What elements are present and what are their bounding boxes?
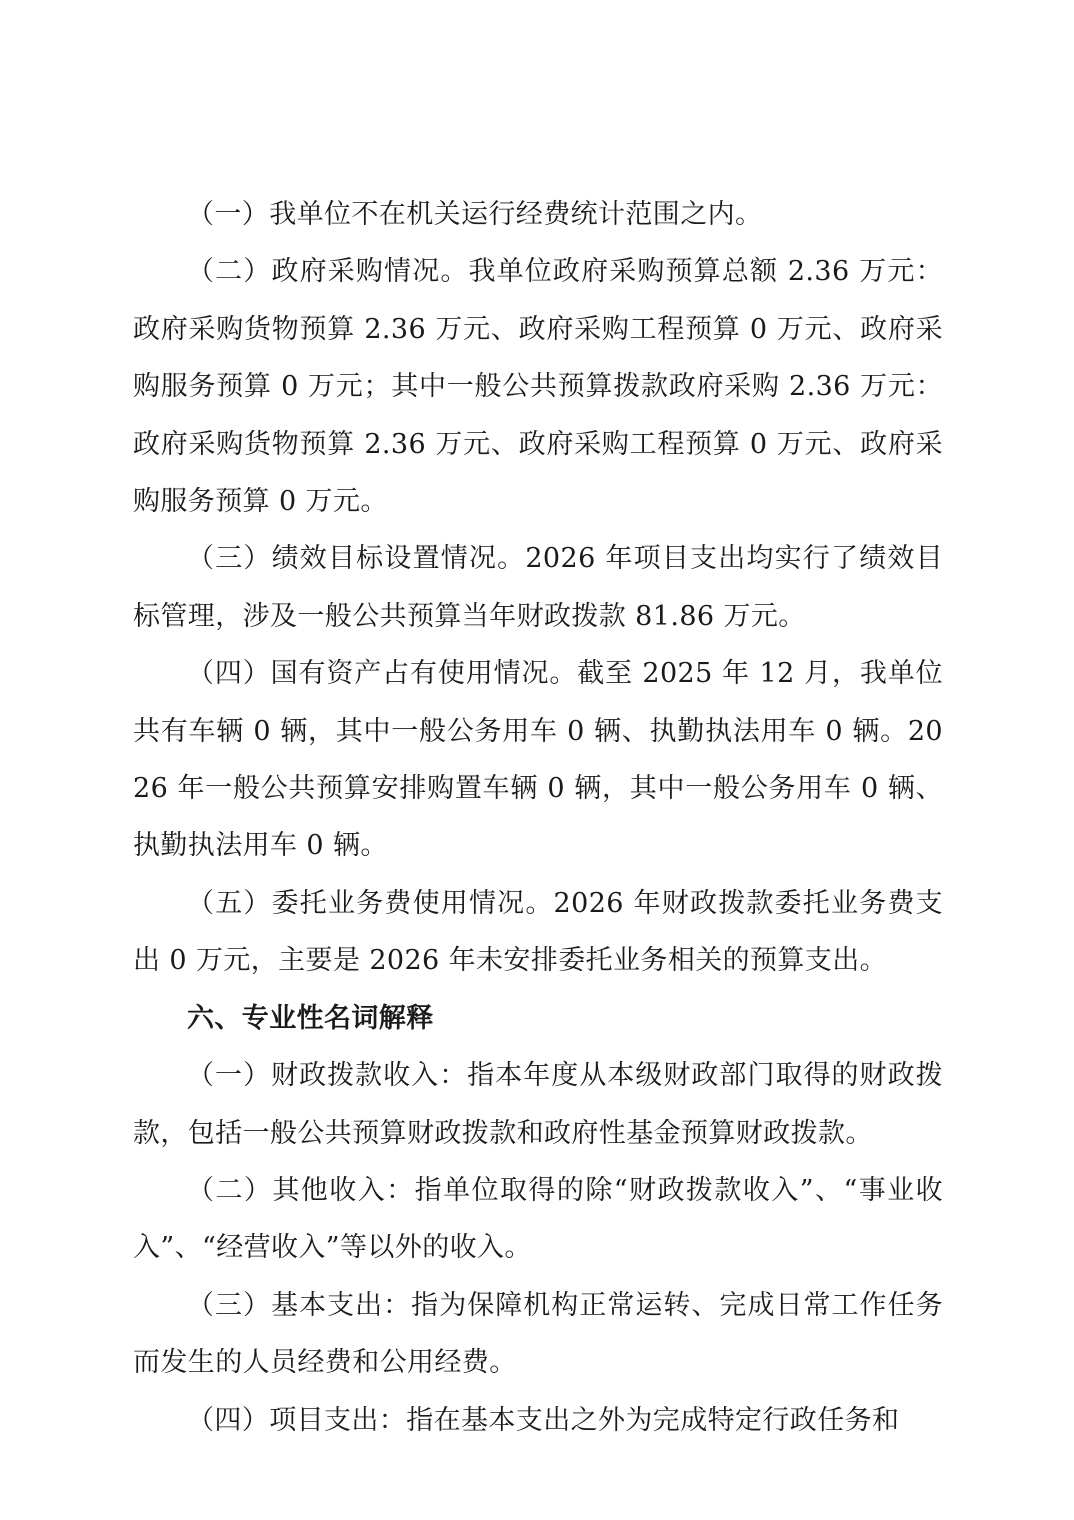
- paragraph-government-procurement: （二）政府采购情况。我单位政府采购预算总额 2.36 万元：政府采购货物预算 2.36 万元、政府采购工程预算 0 万元、政府采购服务预算 0 万元；其中一般公共预算拨款政府采购 2.36 万元：政府采购货物预算 2.36 万元、政府采购工程预算 0 万元、政府采购服务预算 0 万元。: [133, 256, 943, 518]
- paragraph-performance-targets: （三）绩效目标设置情况。2026 年项目支出均实行了绩效目标管理，涉及一般公共预算当年财政拨款 81.86 万元。: [133, 543, 943, 632]
- definition-basic-expenditure: （三）基本支出：指为保障机构正常运转、完成日常工作任务而发生的人员经费和公用经费。: [133, 1289, 943, 1379]
- paragraph-commissioned-services: （五）委托业务费使用情况。2026 年财政拨款委托业务费支出 0 万元，主要是 2026 年未安排委托业务相关的预算支出。: [133, 887, 943, 977]
- section-heading-terminology: 六、专业性名词解释: [187, 1002, 434, 1034]
- definition-other-income: （二）其他收入：指单位取得的除“财政拨款收入”、“事业收入”、“经营收入”等以外的收入。: [133, 1174, 943, 1264]
- paragraph-office-expenses: （一）我单位不在机关运行经费统计范围之内。: [187, 199, 763, 230]
- document-body: [133, 186, 943, 1449]
- definition-project-expenditure: （四）项目支出：指在基本支出之外为完成特定行政任务和: [187, 1404, 900, 1436]
- paragraph-state-assets: （四）国有资产占有使用情况。截至 2025 年 12 月，我单位共有车辆 0 辆，其中一般公务用车 0 辆、执勤执法用车 0 辆。2026 年一般公共预算安排购置车辆 0 辆，其中一般公务用车 0 辆、执勤执法用车 0 辆。: [133, 658, 943, 862]
- definition-fiscal-appropriation-income: （一）财政拨款收入：指本年度从本级财政部门取得的财政拨款，包括一般公共预算财政拨款和政府性基金预算财政拨款。: [133, 1060, 943, 1149]
